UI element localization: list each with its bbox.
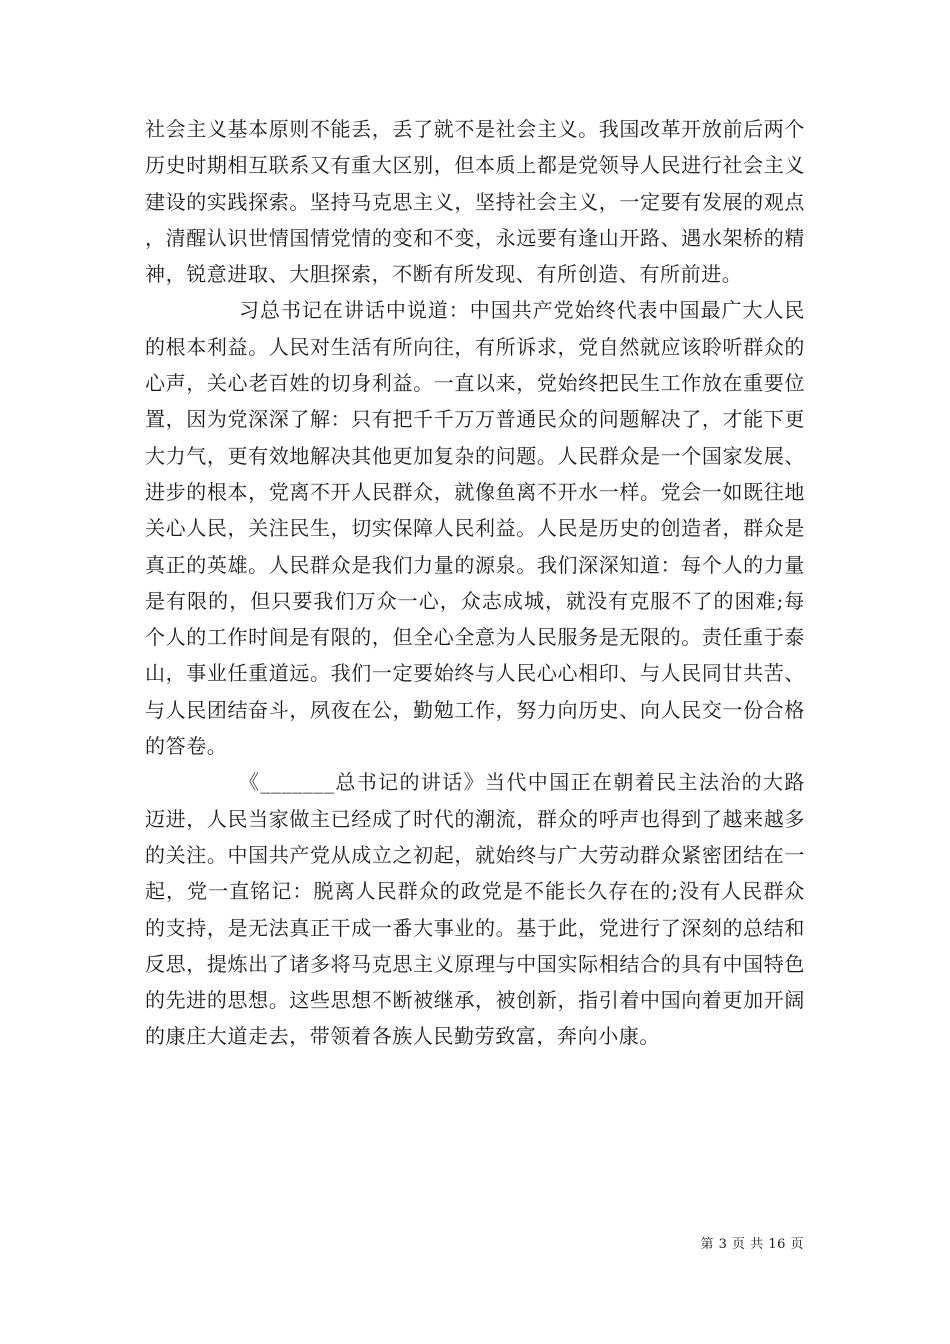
document-body [145, 111, 805, 1055]
paragraph-2: 习总书记在讲话中说道：中国共产党始终代表中国最广大人民的根本利益。人民对生活有所向往，有所诉求，党自然就应该聆听群众的心声，关心老百姓的切身利益。一直以来，党始终把民生工作放在重要位置，因为党深深了解：只有把千千万万普通民众的问题解决了，才能下更大力气，更有效地解决其他更加复杂的问题。人民群众是一个国家发展、进步的根本，党离不开人民群众，就像鱼离不开水一样。党会一如既往地关心人民，关注民生，切实保障人民利益。人民是历史的创造者，群众是真正的英雄。人民群众是我们力量的源泉。我们深深知道：每个人的力量是有限的，但只要我们万众一心，众志成城，就没有克服不了的困难;每个人的工作时间是有限的，但全心全意为人民服务是无限的。责任重于泰山，事业任重道远。我们一定要始终与人民心心相印、与人民同甘共苦、与人民团结奋斗，夙夜在公，勤勉工作，努力向历史、向人民交一份合格的答卷。 [145, 298, 805, 759]
paragraph-3: 《_______总书记的讲话》当代中国正在朝着民主法治的大路迈进，人民当家做主已经成了时代的潮流，群众的呼声也得到了越来越多的关注。中国共产党从成立之初起，就始终与广大劳动群众紧密团结在一起，党一直铭记：脱离人民群众的政党是不能长久存在的;没有人民群众的支持，是无法真正干成一番大事业的。基于此，党进行了深刻的总结和反思，提炼出了诸多将马克思主义原理与中国实际相结合的具有中国特色的先进的思想。这些思想不断被继承，被创新，指引着中国向着更加开阔的康庄大道走去，带领着各族人民勤劳致富，奔向小康。 [145, 770, 805, 1049]
page-number-footer: 第 3 页 共 16 页 [700, 1237, 804, 1252]
paragraph-1: 社会主义基本原则不能丢，丢了就不是社会主义。我国改革开放前后两个历史时期相互联系又有重大区别，但本质上都是党领导人民进行社会主义建设的实践探索。坚持马克思主义，坚持社会主义，一定要有发展的观点，清醒认识世情国情党情的变和不变，永远要有逢山开路、遇水架桥的精神，锐意进取、大胆探索，不断有所发现、有所创造、有所前进。 [145, 117, 805, 287]
